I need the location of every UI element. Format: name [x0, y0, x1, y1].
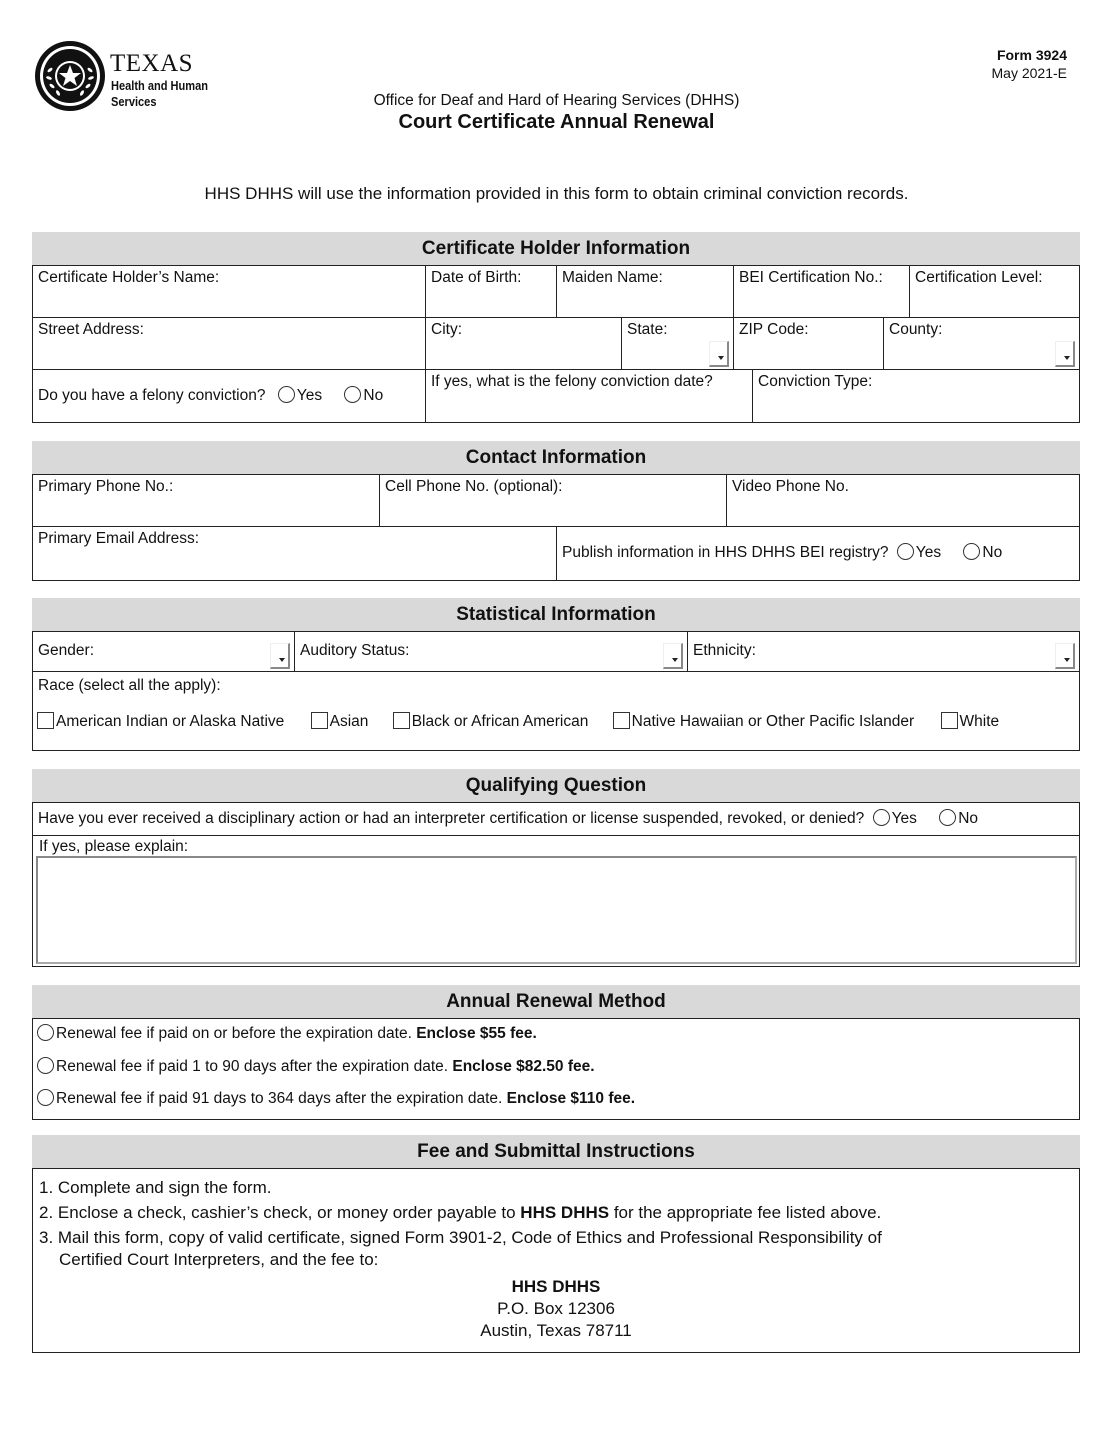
field-label: Ethnicity: — [693, 642, 756, 659]
radio-icon[interactable] — [37, 1089, 54, 1106]
chevron-down-icon[interactable] — [663, 643, 683, 669]
disciplinary-no-radio[interactable] — [939, 809, 978, 828]
field-label: Primary Email Address: — [38, 530, 200, 547]
video-phone-field[interactable] — [727, 475, 1079, 526]
renewal-option-2[interactable] — [37, 1057, 1075, 1089]
field-label: Certificate Holder’s Name: — [38, 269, 220, 286]
logo-texas: TEXAS — [110, 50, 194, 77]
instruction-step-1: 1. Complete and sign the form. — [39, 1178, 272, 1197]
fee-amount: Enclose $110 fee. — [506, 1090, 636, 1107]
email-field[interactable] — [33, 527, 557, 580]
ethnicity-dropdown[interactable] — [688, 632, 1079, 671]
radio-icon[interactable] — [37, 1024, 54, 1041]
step-text: for the appropriate fee listed above. — [609, 1203, 882, 1222]
option-label: No — [958, 810, 979, 827]
felony-date-field[interactable] — [426, 370, 753, 422]
field-label: Maiden Name: — [562, 269, 663, 286]
gender-dropdown[interactable] — [33, 632, 295, 671]
instructions-section — [32, 1135, 1080, 1353]
field-label: Certification Level: — [915, 269, 1043, 286]
question-label: Publish information in HHS DHHS BEI registry? — [562, 544, 889, 561]
primary-phone-field[interactable] — [33, 475, 380, 526]
state-dropdown[interactable] — [622, 318, 734, 369]
race-checkbox-white[interactable] — [941, 712, 1000, 731]
section-title: Contact Information — [32, 441, 1080, 474]
field-label: Primary Phone No.: — [38, 478, 174, 495]
address-box: P.O. Box 12306 — [497, 1299, 615, 1318]
holder-name-field[interactable] — [33, 266, 426, 317]
cert-level-field[interactable] — [910, 266, 1079, 317]
chevron-down-icon[interactable] — [270, 643, 290, 669]
field-label: City: — [431, 321, 462, 338]
fee-amount: Enclose $82.50 fee. — [452, 1058, 595, 1075]
race-checkbox-asian[interactable] — [311, 712, 369, 731]
question-label: Have you ever received a disciplinary action or had an interpreter certification or license suspended, revoked, or denied? — [38, 810, 865, 827]
renewal-option-1[interactable] — [37, 1024, 1075, 1057]
option-label: American Indian or Alaska Native — [56, 713, 285, 730]
field-label: Auditory Status: — [300, 642, 410, 659]
cell-phone-field[interactable] — [380, 475, 727, 526]
section-title: Statistical Information — [32, 598, 1080, 631]
qualifying-section — [32, 769, 1080, 967]
auditory-status-dropdown[interactable] — [295, 632, 688, 671]
logo-line2: Services — [111, 94, 157, 109]
dob-field[interactable] — [426, 266, 557, 317]
option-label: Renewal fee if paid 1 to 90 days after the expiration date. — [56, 1058, 453, 1075]
city-field[interactable] — [426, 318, 622, 369]
disciplinary-yes-radio[interactable] — [873, 809, 917, 828]
checkbox-icon[interactable] — [37, 712, 54, 729]
race-checkbox-black[interactable] — [393, 712, 589, 731]
checkbox-icon[interactable] — [613, 712, 630, 729]
radio-icon[interactable] — [897, 543, 914, 560]
radio-icon[interactable] — [939, 809, 956, 826]
felony-question — [33, 370, 426, 422]
publish-no-radio[interactable] — [963, 543, 1002, 562]
field-label: Cell Phone No. (optional): — [385, 478, 563, 495]
race-checkbox-american-indian[interactable] — [37, 712, 284, 731]
fee-amount: Enclose $55 fee. — [416, 1025, 537, 1042]
option-label: White — [959, 713, 1000, 730]
conviction-type-field[interactable] — [753, 370, 1079, 422]
instruction-step-3: 3. Mail this form, copy of valid certificate, signed Form 3901-2, Code of Ethics and Professional Responsibility of — [39, 1228, 882, 1247]
checkbox-icon[interactable] — [311, 712, 328, 729]
section-title: Qualifying Question — [32, 769, 1080, 802]
field-label: BEI Certification No.: — [739, 269, 883, 286]
notice-text: HHS DHHS will use the information provided in this form to obtain criminal conviction records. — [204, 184, 909, 203]
option-label: Yes — [296, 387, 323, 404]
field-label: Gender: — [38, 642, 95, 659]
race-checkbox-native-hawaiian[interactable] — [613, 712, 915, 731]
chevron-down-icon[interactable] — [709, 341, 729, 367]
section-title: Annual Renewal Method — [32, 985, 1080, 1018]
explain-label: If yes, please explain: — [39, 838, 189, 855]
chevron-down-icon[interactable] — [1055, 643, 1075, 669]
question-label: Do you have a felony conviction? — [38, 387, 266, 404]
option-label: Yes — [891, 810, 917, 827]
radio-icon[interactable] — [873, 809, 890, 826]
office-name: Office for Deaf and Hard of Hearing Services (DHHS) — [373, 92, 740, 109]
publish-yes-radio[interactable] — [897, 543, 941, 562]
radio-icon[interactable] — [344, 386, 361, 403]
field-label: Date of Birth: — [431, 269, 522, 286]
mailing-address — [39, 1276, 1073, 1342]
zip-code-field[interactable] — [734, 318, 884, 369]
maiden-name-field[interactable] — [557, 266, 734, 317]
form-number: Form 3924 — [996, 47, 1067, 63]
option-label: Renewal fee if paid on or before the expiration date. — [56, 1025, 417, 1042]
felony-yes-radio[interactable] — [278, 386, 322, 405]
radio-icon[interactable] — [37, 1057, 54, 1074]
race-label: Race (select all the apply): — [38, 677, 221, 694]
address-name: HHS DHHS — [511, 1277, 601, 1296]
radio-icon[interactable] — [963, 543, 980, 560]
page-title: Court Certificate Annual Renewal — [398, 111, 715, 133]
checkbox-icon[interactable] — [941, 712, 958, 729]
logo-line1: Health and Human — [111, 78, 209, 93]
field-label: ZIP Code: — [739, 321, 809, 338]
field-label: Video Phone No. — [732, 478, 849, 495]
option-label: Black or African American — [411, 713, 589, 730]
publish-question — [557, 527, 1079, 580]
option-label: Renewal fee if paid 91 days to 364 days after the expiration date. — [56, 1090, 507, 1107]
form-id — [992, 46, 1067, 82]
radio-icon[interactable] — [278, 386, 295, 403]
statistical-section — [32, 598, 1080, 751]
street-address-field[interactable] — [33, 318, 426, 369]
county-dropdown[interactable] — [884, 318, 1079, 369]
checkbox-icon[interactable] — [393, 712, 410, 729]
address-city: Austin, Texas 78711 — [480, 1321, 632, 1340]
option-label: No — [982, 544, 1003, 561]
disciplinary-question — [33, 803, 1079, 835]
field-label: If yes, what is the felony conviction date? — [431, 373, 713, 390]
contact-section — [32, 441, 1080, 581]
section-title: Fee and Submittal Instructions — [32, 1135, 1080, 1168]
instruction-step-2 — [39, 1200, 1073, 1225]
section-title: Certificate Holder Information — [32, 232, 1080, 265]
instruction-step-3-cont: Certified Court Interpreters, and the fee to: — [59, 1250, 379, 1269]
bei-cert-number-field[interactable] — [734, 266, 910, 317]
field-label: Conviction Type: — [758, 373, 873, 390]
certificate-holder-section — [32, 232, 1080, 423]
renewal-option-3[interactable] — [37, 1089, 1075, 1113]
felony-no-radio[interactable] — [344, 386, 383, 405]
explain-textarea[interactable] — [36, 856, 1077, 964]
option-label: Asian — [329, 713, 369, 730]
option-label: Yes — [915, 544, 942, 561]
race-options — [33, 695, 1079, 731]
step-text: 2. Enclose a check, cashier’s check, or money order payable to — [39, 1203, 521, 1222]
field-label: County: — [889, 321, 943, 338]
option-label: Native Hawaiian or Other Pacific Islander — [631, 713, 915, 730]
renewal-method-section — [32, 985, 1080, 1120]
option-label: No — [363, 387, 384, 404]
chevron-down-icon[interactable] — [1055, 341, 1075, 367]
payee: HHS DHHS — [520, 1203, 610, 1222]
field-label: State: — [627, 321, 668, 338]
field-label: Street Address: — [38, 321, 144, 338]
form-date: May 2021-E — [991, 65, 1067, 81]
